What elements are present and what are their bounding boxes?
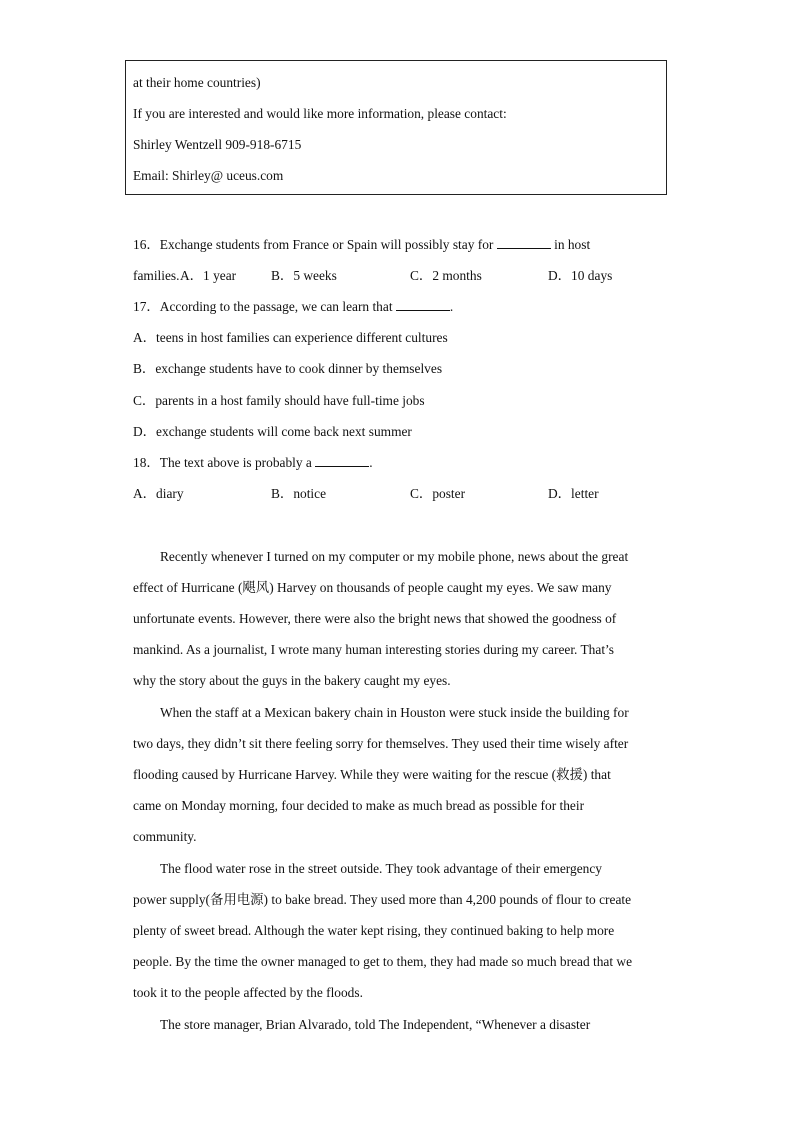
- passage-line: why the story about the guys in the bakery caught my eyes.: [133, 673, 451, 688]
- question-16-stem: [133, 237, 590, 253]
- option-b: B．5 weeks: [271, 268, 337, 283]
- passage-line: people. By the time the owner managed to get to them, they had made so much bread that we: [133, 954, 633, 969]
- passage-line: When the staff at a Mexican bakery chain in Houston were stuck inside the building for: [160, 705, 629, 720]
- question-text: 16．Exchange students from France or Spain will possibly stay for: [133, 237, 494, 252]
- option-a: A．teens in host families can experience different cultures: [133, 330, 448, 345]
- passage-line: took it to the people affected by the floods.: [133, 985, 363, 1000]
- box-line: at their home countries): [133, 75, 261, 90]
- option-b: B．exchange students have to cook dinner by themselves: [133, 361, 443, 376]
- option-d: D．10 days: [548, 268, 613, 283]
- option-c: C．2 months: [410, 268, 482, 283]
- question-text: in host: [554, 237, 591, 252]
- question-text: 18．The text above is probably a: [133, 455, 312, 470]
- passage-line: The flood water rose in the street outside. They took advantage of their emergency: [160, 861, 602, 876]
- question-text: .: [449, 299, 454, 314]
- passage-line: flooding caused by Hurricane Harvey. While they were waiting for the rescue (救援) that: [133, 767, 611, 782]
- box-line: Shirley Wentzell 909-918-6715: [133, 137, 302, 152]
- option-b: B．notice: [271, 486, 327, 501]
- info-box: [125, 60, 667, 195]
- passage-line: mankind. As a journalist, I wrote many human interesting stories during my career. That’s: [133, 642, 614, 657]
- question-text: 17．According to the passage, we can learn that: [133, 299, 393, 314]
- passage-line: community.: [133, 829, 197, 844]
- answer-blank: [315, 455, 369, 467]
- passage-line: Recently whenever I turned on my computer or my mobile phone, news about the great: [160, 549, 629, 564]
- passage-line: power supply(备用电源) to bake bread. They used more than 4,200 pounds of flour to create: [133, 892, 632, 907]
- question-16-stem-continued: families.: [133, 268, 180, 283]
- option-c: C．parents in a host family should have full-time jobs: [133, 393, 425, 408]
- passage-line: unfortunate events. However, there were also the bright news that showed the goodness of: [133, 611, 617, 626]
- option-a: A．diary: [133, 486, 184, 501]
- passage-line: effect of Hurricane (飓风) Harvey on thousands of people caught my eyes. We saw many: [133, 580, 612, 595]
- passage-line: two days, they didn’t sit there feeling sorry for themselves. They used their time wisely after: [133, 736, 629, 751]
- question-17-stem: [133, 299, 453, 315]
- passage-line: The store manager, Brian Alvarado, told The Independent, “Whenever a disaster: [160, 1017, 591, 1032]
- question-18-stem: [133, 455, 373, 471]
- question-text: .: [369, 455, 373, 470]
- option-c: C．poster: [410, 486, 466, 501]
- box-line: If you are interested and would like more information, please contact:: [133, 106, 507, 121]
- passage-line: plenty of sweet bread. Although the water kept rising, they continued baking to help more: [133, 923, 615, 938]
- answer-blank: [396, 299, 450, 311]
- box-line: Email: Shirley@ uceus.com: [133, 168, 284, 183]
- passage-line: came on Monday morning, four decided to make as much bread as possible for their: [133, 798, 585, 813]
- option-d: D．letter: [548, 486, 599, 501]
- option-d: D．exchange students will come back next summer: [133, 424, 412, 439]
- option-a: A．1 year: [180, 268, 237, 283]
- answer-blank: [497, 237, 551, 249]
